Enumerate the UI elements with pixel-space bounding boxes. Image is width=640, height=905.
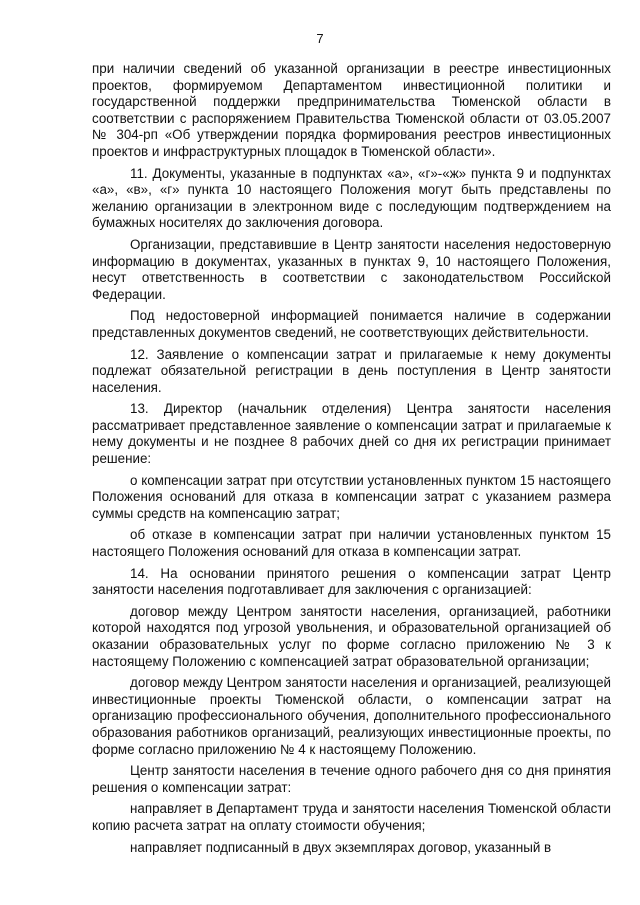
- paragraph-liability: Организации, представившие в Центр занятости населения недостоверную информацию в документах, указанных в пунктах 9, 10 настоящего Положения, несут ответственность в соответствии с законодательством Российской Федерации.: [92, 236, 611, 302]
- page-number: 7: [316, 31, 324, 46]
- paragraph-definition: Под недостоверной информацией понимается наличие в содержании представленных документов сведений, не соответствующих действительности.: [92, 308, 611, 340]
- paragraph-item-11: 11. Документы, указанные в подпунктах «а», «г»-«ж» пункта 9 и подпунктах «а», «в», «г» пункта 10 настоящего Положения могут быть представлены по желанию организации в электронном виде с последующим подтверждением на бумажных носителях до заключения договора.: [92, 165, 611, 231]
- paragraph-decision-approve: о компенсации затрат при отсутствии установленных пунктом 15 настоящего Положения оснований для отказа в компенсации затрат с указанием размера суммы средств на компенсацию затрат;: [92, 472, 611, 521]
- paragraph-center-actions: Центр занятости населения в течение одного рабочего дня со дня принятия решения о компенсации затрат:: [92, 763, 611, 795]
- paragraph-continuation: при наличии сведений об указанной организации в реестре инвестиционных проектов, формируемом Департаментом инвестиционной политики и государственной поддержки предпринимательства Тюменской области в соответствии с распоряжением Правительства Тюменской области от 03.05.2007 № 304-рп «Об утверждении порядка формирования реестров инвестиционных проектов и инфраструктурных площадок в Тюменской области».: [92, 61, 611, 159]
- paragraph-item-12: 12. Заявление о компенсации затрат и прилагаемые к нему документы подлежат обязательной регистрации в день поступления в Центр занятости населения.: [92, 346, 611, 395]
- paragraph-send-copy: направляет в Департамент труда и занятости населения Тюменской области копию расчета затрат на оплату стоимости обучения;: [92, 801, 611, 833]
- paragraph-contract-education: договор между Центром занятости населения, организацией, работники которой находятся под угрозой увольнения, и образовательной организацией об оказании образовательных услуг по форме согласно приложению № 3 к настоящему Положению с компенсацией затрат образовательной организации;: [92, 603, 611, 669]
- paragraph-item-13: 13. Директор (начальник отделения) Центра занятости населения рассматривает представленное заявление о компенсации затрат и прилагаемые к нему документы и не позднее 8 рабочих дней со дня их регистрации принимает решение:: [92, 401, 611, 467]
- paragraph-decision-refuse: об отказе в компенсации затрат при наличии установленных пунктом 15 настоящего Положения оснований для отказа в компенсации затрат.: [92, 527, 611, 560]
- paragraph-contract-investment: договор между Центром занятости населения и организацией, реализующей инвестиционные проекты Тюменской области, о компенсации затрат на организацию профессионального обучения, дополнительного профессионального образования работников организаций, реализующих инвестиционные проекты, по форме согласно приложению № 4 к настоящему Положению.: [92, 675, 611, 757]
- paragraph-item-14: 14. На основании принятого решения о компенсации затрат Центр занятости населения подготавливает для заключения с организацией:: [92, 565, 611, 598]
- document-body: [92, 61, 611, 861]
- paragraph-send-contract: направляет подписанный в двух экземплярах договор, указанный в: [130, 839, 552, 855]
